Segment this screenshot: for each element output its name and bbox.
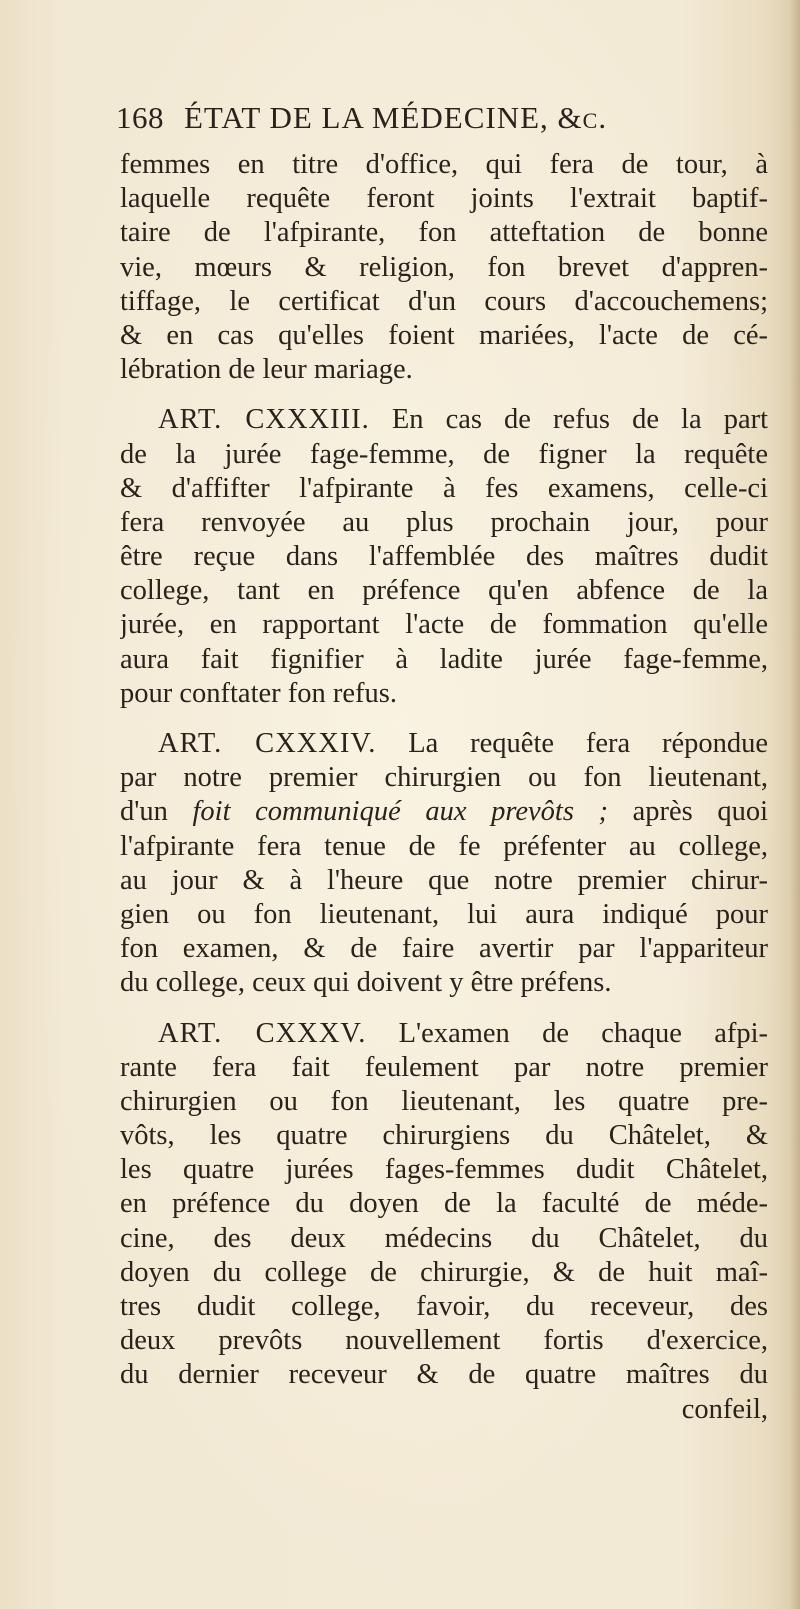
text-line: de la jurée fage-femme, de figner la requête: [120, 438, 768, 470]
text-line: deux prevôts nouvellement fortis d'exercice,: [120, 1325, 768, 1357]
text-span: En cas de refus de la part: [391, 404, 768, 436]
text-line: être reçue dans l'affemblée des maîtres dudit: [120, 541, 768, 573]
text-line: taire de l'afpirante, fon atteftation de bonne: [120, 217, 768, 249]
text-line: au jour & à l'heure que notre premier chirur-: [120, 864, 768, 896]
article-number: ART. CXXXIV.: [158, 728, 377, 759]
text-span: La requête fera répondue: [408, 728, 768, 759]
article-number: ART. CXXXIII.: [158, 404, 370, 436]
text-line: en préfence du doyen de la faculté de méde-: [120, 1188, 768, 1220]
text-line: [120, 1017, 768, 1051]
text-line: chirurgien ou fon lieutenant, les quatre pre-: [120, 1085, 768, 1117]
text-line: aura fait fignifier à ladite jurée fage-femme,: [120, 643, 768, 675]
text-line: tiffage, le certificat d'un cours d'accouchemens;: [120, 285, 768, 317]
text-line: & d'affifter l'afpirante à fes examens, celle-ci: [120, 472, 768, 504]
article-number: ART. CXXXV.: [158, 1017, 367, 1049]
text-line: jurée, en rapportant l'acte de fommation qu'elle: [120, 609, 768, 641]
article-cxxxiv: [120, 727, 768, 1001]
text-line: les quatre jurées fages-femmes dudit Châtelet,: [120, 1154, 768, 1186]
paragraph-continuation: [120, 148, 768, 387]
body-text: [120, 148, 768, 1427]
italic-phrase: foit communiqué aux prevôts ;: [192, 796, 609, 828]
text-line: femmes en titre d'office, qui fera de tour, à: [120, 149, 768, 180]
page-number: 168: [116, 100, 164, 135]
text-line: fera renvoyée au plus prochain jour, pour: [120, 506, 768, 538]
text-line: du dernier receveur & de quatre maîtres du: [120, 1359, 768, 1391]
text-line: par notre premier chirurgien ou fon lieutenant,: [120, 762, 768, 794]
article-cxxxv: [120, 1017, 768, 1393]
page-edge-shadow: [790, 0, 800, 1609]
text-line: lébration de leur mariage.: [120, 354, 413, 386]
text-line: du college, ceux qui doivent y être préfens.: [120, 967, 612, 999]
text-line: fon examen, & de faire avertir par l'appariteur: [120, 933, 768, 965]
text-line: rante fera fait feulement par notre premier: [120, 1051, 768, 1083]
text-line: vie, mœurs & religion, fon brevet d'appren-: [120, 251, 768, 283]
running-header: [116, 100, 716, 136]
running-title: ÉTAT DE LA MÉDECINE, &c.: [184, 100, 608, 135]
text-line: gien ou fon lieutenant, lui aura indiqué pour: [120, 898, 768, 930]
text-span: d'un: [120, 796, 168, 828]
article-cxxxiii: [120, 403, 768, 711]
text-line: l'afpirante fera tenue de fe préfenter au college,: [120, 830, 768, 862]
text-line: cine, des deux médecins du Châtelet, du: [120, 1222, 768, 1254]
catchword: confeil,: [681, 1393, 768, 1425]
text-line: [120, 727, 768, 761]
text-line: [120, 795, 768, 829]
text-line: laquelle requête feront joints l'extrait baptif-: [120, 183, 768, 215]
text-line: [120, 403, 768, 437]
text-span: après quoi: [632, 796, 768, 828]
text-line: vôts, les quatre chirurgiens du Châtelet, &: [120, 1120, 768, 1152]
text-line: doyen du college de chirurgie, & de huit maî-: [120, 1256, 768, 1288]
text-line: & en cas qu'elles foient mariées, l'acte de cé-: [120, 319, 768, 351]
text-line: tres dudit college, favoir, du receveur, des: [120, 1291, 768, 1322]
text-line: pour conftater fon refus.: [120, 677, 397, 709]
text-span: L'examen de chaque afpi-: [398, 1017, 768, 1049]
text-line: college, tant en préfence qu'en abfence de la: [120, 575, 768, 607]
